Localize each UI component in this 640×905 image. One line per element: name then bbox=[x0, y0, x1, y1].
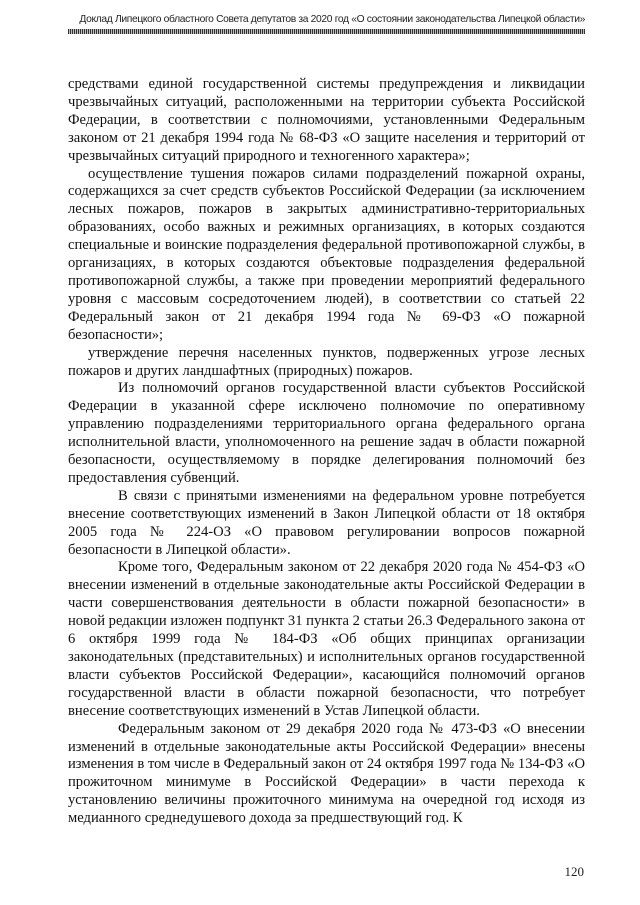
running-header: Доклад Липецкого областного Совета депутатов за 2020 год «О состоянии законодательства Липецкой области» bbox=[79, 14, 585, 25]
page-number: 120 bbox=[564, 864, 584, 879]
header-rule bbox=[68, 29, 585, 34]
paragraph-5: В связи с принятыми изменениями на федеральном уровне потребуется внесение соответствующих изменений в Закон Липецкой области от 18 октября 2005 года № 224-ОЗ «О правовом регулировании вопросов пожарной безопасности в Липецкой области». bbox=[68, 487, 585, 558]
paragraph-3: утверждение перечня населенных пунктов, подверженных угрозе лесных пожаров и других ландшафтных (природных) пожаров. bbox=[68, 344, 585, 379]
paragraph-4: Из полномочий органов государственной власти субъектов Российской Федерации в указанной сфере исключено полномочие по оперативному управлению подразделениями территориального органа федерального органа исполнительной власти, уполномоченного на решение задач в области пожарной безопасности, осуществляемому в порядке делегирования полномочий без предоставления субвенций. bbox=[68, 380, 585, 486]
body-text bbox=[68, 76, 585, 828]
paragraph-6: Кроме того, Федеральным законом от 22 декабря 2020 года № 454-ФЗ «О внесении изменений в отдельные законодательные акты Российской Федерации в части совершенствования деятельности в области пожарной безопасности» в новой редакции изложен подпункт 31 пункта 2 статьи 26.3 Федерального закона от 6 октября 1999 года № 184-ФЗ «Об общих принципах организации законодательных (представительных) и исполнительных органов государственной власти субъектов Российской Федерации», касающийся полномочий органов государственной власти в области пожарной безопасности, что потребует внесение соответствующих изменений в Устав Липецкой области. bbox=[68, 559, 585, 719]
paragraph-7: Федеральным законом от 29 декабря 2020 года № 473-ФЗ «О внесении изменений в отдельные законодательные акты Российской Федерации» внесены изменения в том числе в Федеральный закон от 24 октября 1997 года № 134-ФЗ «О прожиточном минимуме в Российской Федерации» в части перехода к установлению величины прожиточного минимума на очередной год исходя из медианного среднедушевого дохода за предшествующий год. К bbox=[68, 720, 585, 827]
paragraph-1: средствами единой государственной системы предупреждения и ликвидации чрезвычайных ситуаций, расположенными на территории субъекта Российской Федерации, в соответствии с полномочиями, установленными Федеральным законом от 21 декабря 1994 года № 68-ФЗ «О защите населения и территорий от чрезвычайных ситуаций природного и техногенного характера»; bbox=[68, 76, 585, 164]
paragraph-2: осуществление тушения пожаров силами подразделений пожарной охраны, содержащихся за счет средств субъектов Российской Федерации (за исключением лесных пожаров, пожаров в закрытых административно-территориальных образованиях, особо важных и режимных организациях, в которых создаются специальные и воинские подразделения федеральной противопожарной службы, в организациях, в которых создаются объектовые подразделения федеральной противопожарной службы, а также при проведении мероприятий федерального уровня с массовым сосредоточением людей), в соответствии со статьей 22 Федеральный закон от 21 декабря 1994 года № 69-ФЗ «О пожарной безопасности»; bbox=[68, 165, 585, 343]
